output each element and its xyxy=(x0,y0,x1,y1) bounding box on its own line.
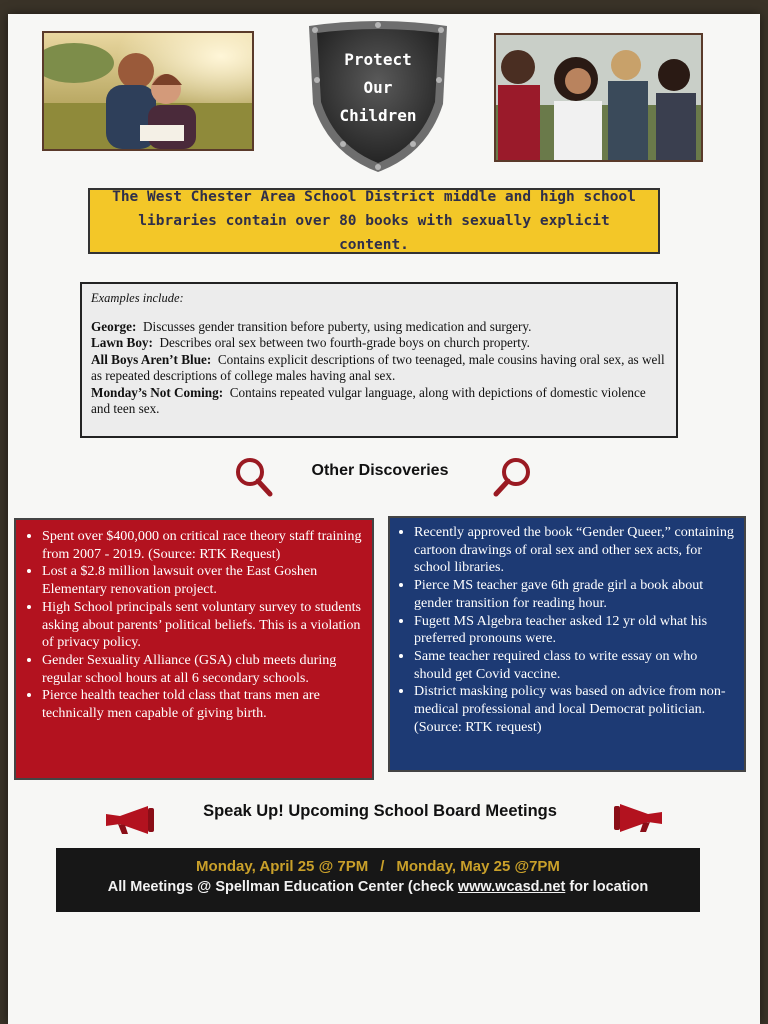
examples-intro: Examples include: xyxy=(91,291,184,305)
example-text: Describes oral sex between two fourth-grade boys on church property. xyxy=(159,335,530,350)
banner-line-1: The West Chester Area School District middle and high school xyxy=(112,189,636,205)
list-item: • Spent over $400,000 on critical race theory staff training from 2007 - 2019. (Source: RTK Request) xyxy=(42,528,366,563)
meetings-banner xyxy=(56,848,700,912)
list-item: • Recently approved the book “Gender Queer,” containing cartoon drawings of oral sex and other sex acts, for school libraries. xyxy=(414,524,738,577)
meeting-venue xyxy=(56,877,700,898)
list-item: • Lost a $2.8 million lawsuit over the East Goshen Elementary renovation project. xyxy=(42,563,366,598)
discoveries-left-panel xyxy=(14,518,374,780)
other-discoveries-heading: Other Discoveries xyxy=(311,462,449,479)
list-item: • Fugett MS Algebra teacher asked 12 yr old what his preferred pronouns were. xyxy=(414,613,738,648)
example-title: George: xyxy=(91,318,137,334)
meeting-date-2: Monday, May 25 @7PM xyxy=(396,858,560,875)
date-separator: / xyxy=(380,858,385,875)
venue-prefix: All Meetings @ Spellman Education Center (check xyxy=(107,879,454,895)
list-item: • Gender Sexuality Alliance (GSA) club meets during regular school hours at all 6 secondary schools. xyxy=(42,652,366,687)
example-text: Contains repeated vulgar language, along with depictions of domestic violence and teen sex. xyxy=(91,384,646,416)
shield-line-1: Protect xyxy=(344,50,412,69)
teenagers-group-photo xyxy=(494,33,703,162)
example-title: Lawn Boy: xyxy=(91,335,153,350)
list-item: • Same teacher required class to write essay on who should get Covid vaccine. xyxy=(414,648,738,683)
district-website-link[interactable]: www.wcasd.net xyxy=(457,879,566,895)
banner-line-2: libraries contain over 80 books with sexually explicit content. xyxy=(138,213,610,253)
shield-line-2: Our xyxy=(363,78,393,97)
venue-suffix: for location xyxy=(569,879,649,895)
list-item: • Pierce health teacher told class that trans men are technically men capable of giving birth. xyxy=(42,687,366,722)
list-item: • High School principals sent voluntary survey to students asking about parents’ political beliefs. This is a violation of privacy policy. xyxy=(42,599,366,652)
shield-title xyxy=(303,46,453,130)
examples-box xyxy=(80,282,678,438)
meetings-heading: Speak Up! Upcoming School Board Meetings xyxy=(203,802,557,820)
discoveries-right-panel xyxy=(388,516,746,772)
meeting-dates xyxy=(56,856,700,877)
meeting-date-1: Monday, April 25 @ 7PM xyxy=(196,858,369,875)
example-item xyxy=(91,319,667,336)
example-item xyxy=(91,385,667,418)
example-title: Monday’s Not Coming: xyxy=(91,384,224,400)
example-title: All Boys Aren’t Blue: xyxy=(91,351,212,367)
example-item xyxy=(91,352,667,385)
megaphone-icon xyxy=(610,802,664,834)
example-item xyxy=(91,335,667,352)
shield-line-3: Children xyxy=(339,106,417,125)
example-text: Discusses gender transition before puberty, using medication and surgery. xyxy=(143,318,532,334)
example-text: Contains explicit descriptions of two teenaged, male cousins having oral sex, as well as repeated descriptions of college males having anal sex. xyxy=(91,351,665,383)
books-warning-banner xyxy=(88,188,660,254)
magnifying-glass-icon xyxy=(490,456,534,500)
list-item: • District masking policy was based on advice from non-medical professional and local Democrat politician. (Source: RTK request) xyxy=(414,683,738,736)
list-item: • Pierce MS teacher gave 6th grade girl a book about gender transition for reading hour. xyxy=(414,577,738,612)
mother-child-reading-photo xyxy=(42,31,254,151)
